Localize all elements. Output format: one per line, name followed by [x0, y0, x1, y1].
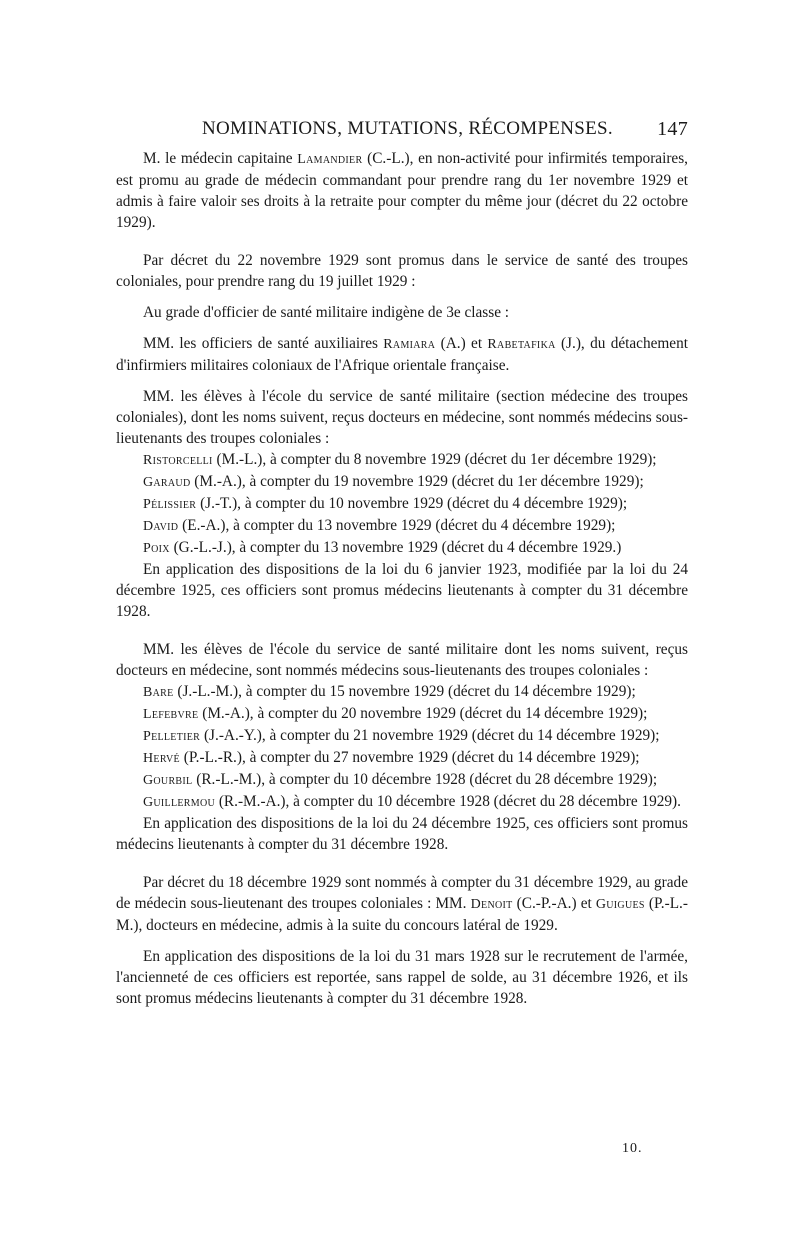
- paragraph: [116, 681, 688, 703]
- paragraph: [116, 493, 688, 515]
- running-title: NOMINATIONS, MUTATIONS, RÉCOMPENSES.: [202, 118, 613, 139]
- paragraph-text: MM. les élèves de l'école du service de santé militaire dont les noms suivent, reçus docteurs en médecine, sont nommés médecins sous-lieutenants des troupes coloniales :: [116, 641, 688, 679]
- paragraph: [116, 725, 688, 747]
- surname: Gourbil: [143, 773, 193, 788]
- paragraph: [116, 148, 688, 233]
- surname: Denoit: [470, 897, 513, 912]
- paragraph-text: (M.-L.), à compter du 8 novembre 1929 (décret du 1er décembre 1929);: [212, 451, 657, 468]
- paragraph-text: (G.-L.-J.), à compter du 13 novembre 1929 (décret du 4 décembre 1929.): [169, 539, 622, 556]
- paragraph-text: (J.-L.-M.), à compter du 15 novembre 1929 (décret du 14 décembre 1929);: [173, 683, 636, 700]
- paragraph-text: (P.-L.-M.), docteurs en médecine, admis à la suite du concours latéral de 1929.: [116, 895, 688, 934]
- surname: Hervé: [143, 751, 180, 766]
- paragraph: [116, 559, 688, 622]
- paragraph: [116, 639, 688, 681]
- paragraph-text: En application des dispositions de la loi du 31 mars 1928 sur le recrutement de l'armée, l'ancienneté de ces officiers est reportée, sans rappel de solde, au 31 décembre 1926, et ils sont promus médecins lieutenants à compter du 31 décembre 1928.: [116, 948, 688, 1007]
- paragraph-text: (R.-M.-A.), à compter du 10 décembre 1928 (décret du 28 décembre 1929).: [215, 793, 681, 810]
- paragraph-text: (M.-A.), à compter du 19 novembre 1929 (décret du 1er décembre 1929);: [190, 473, 644, 490]
- paragraph-text: Au grade d'officier de santé militaire indigène de 3e classe :: [143, 304, 510, 321]
- paragraph-text: En application des dispositions de la loi du 24 décembre 1925, ces officiers sont promus médecins lieutenants à compter du 31 décembre 1928.: [116, 815, 688, 853]
- paragraph: [116, 515, 688, 537]
- paragraph-text: (J.-A.-Y.), à compter du 21 novembre 1929 (décret du 14 décembre 1929);: [200, 727, 660, 744]
- paragraph: [116, 449, 688, 471]
- paragraph-text: (J.-T.), à compter du 10 novembre 1929 (décret du 4 décembre 1929);: [196, 495, 628, 512]
- paragraph: [116, 302, 688, 323]
- paragraph-text: (C.-L.), en non-activité pour infirmités temporaires, est promu au grade de médecin commandant pour prendre rang du 1er novembre 1929 et admis à faire valoir ses droits à la retraite pour compter du même jour (décret du 22 octobre 1929).: [116, 150, 688, 231]
- paragraph: [116, 471, 688, 493]
- paragraph-text: (A.) et: [435, 335, 488, 352]
- surname: Pélissier: [143, 497, 197, 512]
- surname: David: [143, 519, 179, 534]
- paragraph-text: (P.-L.-R.), à compter du 27 novembre 1929 (décret du 14 décembre 1929);: [179, 749, 640, 766]
- surname: Lamandier: [297, 152, 363, 167]
- paragraph-text: Par décret du 22 novembre 1929 sont promus dans le service de santé des troupes coloniales, pour prendre rang du 19 juillet 1929 :: [116, 252, 688, 290]
- surname: Pelletier: [143, 729, 201, 744]
- running-head: [116, 118, 688, 148]
- paragraph-text: M. le médecin capitaine: [143, 150, 298, 167]
- paragraph: [116, 386, 688, 449]
- surname: Guigues: [595, 897, 645, 912]
- paragraph: [116, 791, 688, 813]
- page: [116, 118, 688, 1009]
- signature-mark: 10.: [622, 1141, 643, 1156]
- surname: Poix: [143, 541, 170, 556]
- paragraph-text: En application des dispositions de la loi du 6 janvier 1923, modifiée par la loi du 24 décembre 1925, ces officiers sont promus médecins lieutenants à compter du 31 décembre 1928.: [116, 561, 688, 620]
- paragraph: [116, 813, 688, 855]
- paragraph-text: (M.-A.), à compter du 20 novembre 1929 (décret du 14 décembre 1929);: [198, 705, 648, 722]
- paragraph-text: (C.-P.-A.) et: [512, 895, 596, 912]
- paragraph: [116, 747, 688, 769]
- surname: Guillermou: [143, 795, 215, 810]
- surname: Bare: [143, 685, 174, 700]
- surname: Rabetafika: [487, 337, 556, 352]
- surname: Ramiara: [383, 337, 436, 352]
- paragraph: [116, 537, 688, 559]
- paragraph: [116, 769, 688, 791]
- page-number: 147: [657, 118, 688, 140]
- paragraph: [116, 250, 688, 292]
- paragraph-text: MM. les officiers de santé auxiliaires: [143, 335, 384, 352]
- paragraph: [116, 872, 688, 936]
- paragraph-text: (J.), du détachement d'infirmiers militaires coloniaux de l'Afrique orientale française.: [116, 335, 688, 374]
- surname: Ristorcelli: [143, 453, 213, 468]
- paragraph: [116, 703, 688, 725]
- surname: Lefebvre: [143, 707, 199, 722]
- paragraph: [116, 946, 688, 1009]
- document-body: [116, 148, 688, 1009]
- paragraph: [116, 333, 688, 376]
- paragraph-text: Par décret du 18 décembre 1929 sont nommés à compter du 31 décembre 1929, au grade de médecin sous-lieutenant des troupes coloniales : MM.: [116, 874, 688, 912]
- paragraph-text: (E.-A.), à compter du 13 novembre 1929 (décret du 4 décembre 1929);: [178, 517, 616, 534]
- surname: Garaud: [143, 475, 191, 490]
- paragraph-text: (R.-L.-M.), à compter du 10 décembre 1928 (décret du 28 décembre 1929);: [192, 771, 658, 788]
- paragraph-text: MM. les élèves à l'école du service de santé militaire (section médecine des troupes coloniales), dont les noms suivent, reçus docteurs en médecine, sont nommés médecins sous-lieutenants des troupes coloniales :: [116, 388, 688, 447]
